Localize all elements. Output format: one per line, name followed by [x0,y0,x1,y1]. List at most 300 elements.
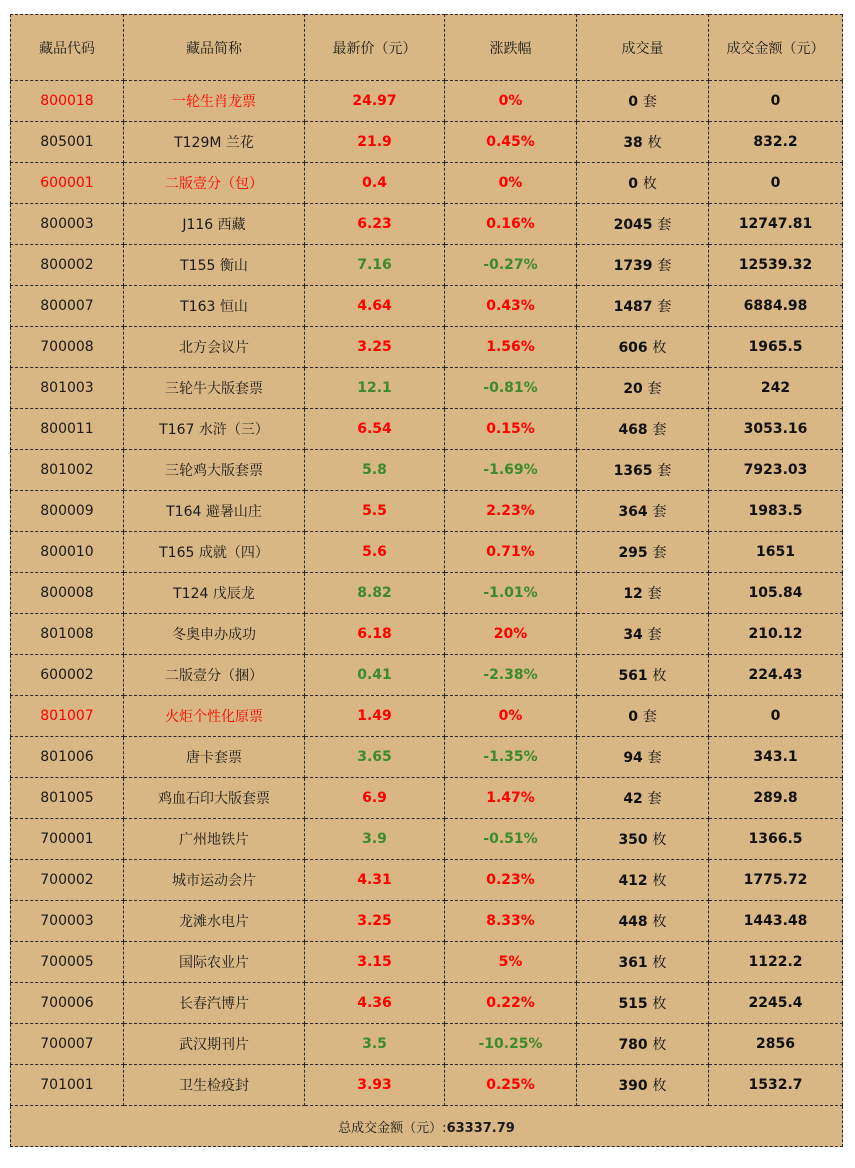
cell-volume-unit: 枚 [652,1078,667,1094]
cell-change [445,614,577,655]
cell-code-value: 600002 [40,667,94,683]
cell-code-value: 800003 [40,216,94,232]
cell-code [11,983,124,1024]
cell-price-value: 6.54 [357,421,392,437]
cell-price [305,819,445,860]
header-change: 涨跌幅 [445,15,577,81]
cell-amount [709,696,843,737]
cell-change [445,245,577,286]
cell-price-value: 8.82 [357,585,392,601]
cell-amount-value: 1366.5 [748,831,803,847]
cell-volume [577,532,709,573]
cell-code-value: 700001 [40,831,94,847]
cell-price-value: 3.25 [357,339,392,355]
cell-change-value: 8.33% [486,913,535,929]
cell-volume [577,1065,709,1106]
cell-code-value: 800008 [40,585,94,601]
table-row [11,901,843,942]
cell-volume-unit: 套 [657,299,672,315]
cell-change-value: 0.71% [486,544,535,560]
cell-amount [709,163,843,204]
cell-amount [709,1065,843,1106]
cell-amount [709,614,843,655]
cell-price-value: 5.8 [362,462,387,478]
cell-name [124,614,305,655]
cell-code [11,245,124,286]
table-row [11,532,843,573]
cell-name-value: 二版壹分（包） [165,176,263,192]
cell-price-value: 3.15 [357,954,392,970]
cell-price [305,655,445,696]
table-row [11,286,843,327]
cell-volume-unit: 套 [652,504,667,520]
cell-change-value: 1.56% [486,339,535,355]
cell-volume-value: 412 [618,873,648,889]
cell-price [305,491,445,532]
cell-volume [577,696,709,737]
cell-change-value: -0.51% [483,831,538,847]
cell-amount [709,327,843,368]
cell-amount [709,245,843,286]
cell-volume [577,614,709,655]
cell-change [445,327,577,368]
cell-name-value: T129M 兰花 [174,135,254,151]
cell-code-value: 700003 [40,913,94,929]
cell-change [445,1024,577,1065]
cell-amount [709,655,843,696]
cell-volume-unit: 套 [657,258,672,274]
cell-amount [709,491,843,532]
cell-amount [709,81,843,122]
cell-change [445,491,577,532]
cell-volume [577,983,709,1024]
cell-name-value: 长春汽博片 [179,996,249,1012]
table-row [11,409,843,450]
cell-code-value: 800018 [40,93,94,109]
table-row [11,1065,843,1106]
cell-volume-value: 448 [618,914,648,930]
cell-volume-unit: 套 [657,217,672,233]
cell-change-value: 5% [498,954,523,970]
cell-price-value: 3.9 [362,831,387,847]
cell-volume-unit: 枚 [652,914,667,930]
header-volume: 成交量 [577,15,709,81]
cell-code [11,368,124,409]
cell-price [305,532,445,573]
cell-change [445,819,577,860]
cell-volume-value: 606 [618,340,648,356]
table-row [11,983,843,1024]
cell-amount [709,450,843,491]
table-row [11,614,843,655]
cell-volume [577,245,709,286]
cell-volume-unit: 套 [647,381,662,397]
cell-amount [709,573,843,614]
cell-amount-value: 3053.16 [743,421,808,437]
cell-amount [709,819,843,860]
table-footer [11,1106,843,1147]
cell-volume-value: 468 [618,422,648,438]
table-row [11,778,843,819]
cell-name-value: 唐卡套票 [186,750,242,766]
cell-name-value: 武汉期刊片 [179,1037,249,1053]
cell-amount [709,737,843,778]
cell-amount [709,532,843,573]
table-row [11,368,843,409]
table-row [11,245,843,286]
header-name: 藏品简称 [124,15,305,81]
cell-change [445,860,577,901]
cell-name [124,286,305,327]
cell-name [124,1065,305,1106]
cell-price-value: 5.6 [362,544,387,560]
cell-code-value: 700007 [40,1036,94,1052]
cell-name-value: J116 西藏 [182,217,246,233]
total-row [11,1106,843,1147]
cell-change [445,368,577,409]
cell-amount [709,942,843,983]
cell-price [305,286,445,327]
cell-change [445,901,577,942]
cell-amount [709,122,843,163]
cell-name [124,409,305,450]
cell-code [11,450,124,491]
cell-volume [577,409,709,450]
cell-price-value: 1.49 [357,708,392,724]
cell-price [305,1065,445,1106]
cell-code-value: 801005 [40,790,94,806]
cell-code [11,409,124,450]
table-row [11,655,843,696]
cell-code-value: 801003 [40,380,94,396]
cell-change-value: 0.15% [486,421,535,437]
cell-price-value: 5.5 [362,503,387,519]
cell-code [11,532,124,573]
cell-amount-value: 0 [770,708,781,724]
table-row [11,327,843,368]
cell-code-value: 805001 [40,134,94,150]
cell-name-value: 卫生检疫封 [179,1078,249,1094]
cell-price [305,778,445,819]
cell-change-value: -1.35% [483,749,538,765]
cell-name-value: 国际农业片 [179,955,249,971]
cell-volume [577,204,709,245]
cell-name [124,1024,305,1065]
cell-amount-value: 242 [760,380,791,396]
cell-volume-unit: 套 [652,422,667,438]
table-row [11,696,843,737]
cell-price [305,860,445,901]
cell-price-value: 4.31 [357,872,392,888]
cell-volume-unit: 枚 [652,996,667,1012]
cell-change-value: 0.43% [486,298,535,314]
cell-code-value: 800009 [40,503,94,519]
cell-price [305,245,445,286]
table-row [11,81,843,122]
cell-change-value: -1.69% [483,462,538,478]
cell-code [11,696,124,737]
cell-price [305,450,445,491]
cell-change [445,696,577,737]
cell-amount [709,409,843,450]
cell-name-value: 火炬个性化原票 [165,709,263,725]
market-table [10,14,843,1147]
table-row [11,737,843,778]
cell-price [305,737,445,778]
cell-price [305,409,445,450]
cell-code [11,1024,124,1065]
cell-volume [577,737,709,778]
cell-change-value: -0.81% [483,380,538,396]
cell-change-value: -2.38% [483,667,538,683]
cell-volume-unit: 套 [647,750,662,766]
cell-amount [709,286,843,327]
cell-name [124,778,305,819]
table-row [11,204,843,245]
cell-code-value: 801002 [40,462,94,478]
cell-name [124,737,305,778]
cell-volume [577,655,709,696]
cell-volume-value: 2045 [613,217,653,233]
cell-name-value: 二版壹分（捆） [165,668,263,684]
cell-change-value: 0.45% [486,134,535,150]
cell-amount-value: 289.8 [753,790,798,806]
cell-code-value: 800011 [40,421,94,437]
cell-change-value: 0.22% [486,995,535,1011]
cell-name [124,491,305,532]
cell-price [305,204,445,245]
cell-name-value: T124 戊辰龙 [173,586,255,602]
cell-volume [577,163,709,204]
cell-volume-value: 780 [618,1037,648,1053]
cell-amount-value: 12747.81 [738,216,813,232]
cell-amount-value: 1651 [756,544,795,560]
cell-price [305,327,445,368]
total-cell [11,1106,843,1147]
cell-volume-value: 20 [623,381,643,397]
cell-code [11,286,124,327]
header-row [11,15,843,81]
cell-name-value: 龙滩水电片 [179,914,249,930]
cell-price [305,122,445,163]
cell-code [11,163,124,204]
cell-volume-value: 1365 [613,463,653,479]
table-row [11,491,843,532]
cell-change [445,450,577,491]
cell-amount-value: 12539.32 [738,257,813,273]
cell-price [305,983,445,1024]
cell-name [124,327,305,368]
cell-price-value: 3.93 [357,1077,392,1093]
cell-change [445,163,577,204]
cell-code-value: 801006 [40,749,94,765]
header-price: 最新价（元） [305,15,445,81]
cell-name [124,122,305,163]
cell-name [124,983,305,1024]
cell-amount [709,983,843,1024]
cell-change-value: -1.01% [483,585,538,601]
cell-name [124,696,305,737]
cell-change [445,122,577,163]
cell-volume [577,81,709,122]
cell-name [124,655,305,696]
cell-change [445,983,577,1024]
table-row [11,573,843,614]
cell-code [11,204,124,245]
cell-code-value: 700002 [40,872,94,888]
cell-change [445,942,577,983]
cell-change-value: 20% [493,626,528,642]
cell-name-value: T167 水浒（三） [159,422,269,438]
cell-change [445,204,577,245]
cell-code [11,942,124,983]
cell-change-value: 0% [498,708,523,724]
cell-code-value: 800010 [40,544,94,560]
cell-volume-value: 0 [628,94,638,110]
cell-code-value: 801008 [40,626,94,642]
cell-volume [577,1024,709,1065]
total-value: 63337.79 [446,1120,515,1136]
table-row [11,942,843,983]
cell-price-value: 7.16 [357,257,392,273]
cell-amount [709,204,843,245]
cell-price [305,81,445,122]
cell-amount-value: 1775.72 [743,872,808,888]
cell-change-value: -10.25% [478,1036,543,1052]
table-row [11,819,843,860]
cell-amount-value: 0 [770,175,781,191]
cell-code-value: 701001 [40,1077,94,1093]
cell-name-value: 一轮生肖龙票 [172,94,256,110]
cell-price [305,1024,445,1065]
cell-volume-value: 1739 [613,258,653,274]
cell-change-value: -0.27% [483,257,538,273]
cell-price [305,163,445,204]
cell-volume-unit: 枚 [652,668,667,684]
cell-volume-value: 38 [623,135,643,151]
cell-name [124,81,305,122]
cell-price-value: 21.9 [357,134,392,150]
cell-volume-value: 364 [618,504,648,520]
cell-name-value: T165 成就（四） [159,545,269,561]
cell-amount-value: 224.43 [748,667,803,683]
cell-price-value: 4.36 [357,995,392,1011]
cell-volume-unit: 套 [647,627,662,643]
cell-amount [709,1024,843,1065]
cell-amount-value: 1983.5 [748,503,803,519]
cell-amount-value: 2856 [756,1036,795,1052]
cell-volume-unit: 枚 [652,340,667,356]
cell-volume [577,368,709,409]
cell-name-value: 鸡血石印大版套票 [158,791,270,807]
cell-volume [577,819,709,860]
cell-change-value: 2.23% [486,503,535,519]
cell-name-value: 冬奥申办成功 [172,627,256,643]
cell-code [11,491,124,532]
cell-amount-value: 6884.98 [743,298,808,314]
cell-price-value: 6.9 [362,790,387,806]
cell-name [124,819,305,860]
cell-name [124,368,305,409]
cell-change [445,655,577,696]
cell-code [11,737,124,778]
cell-volume [577,491,709,532]
cell-volume-value: 561 [618,668,648,684]
cell-volume-value: 295 [618,545,648,561]
cell-change-value: 0% [498,175,523,191]
table-row [11,1024,843,1065]
table-header [11,15,843,81]
cell-name [124,532,305,573]
cell-amount [709,778,843,819]
cell-volume [577,327,709,368]
cell-price-value: 3.25 [357,913,392,929]
cell-code-value: 800007 [40,298,94,314]
cell-volume-unit: 套 [652,545,667,561]
cell-volume-unit: 枚 [652,832,667,848]
cell-name [124,860,305,901]
cell-volume [577,860,709,901]
cell-price [305,696,445,737]
cell-code [11,819,124,860]
cell-name-value: T155 衡山 [180,258,248,274]
cell-name [124,245,305,286]
cell-amount-value: 1965.5 [748,339,803,355]
cell-name-value: 城市运动会片 [172,873,256,889]
cell-volume [577,778,709,819]
cell-change-value: 1.47% [486,790,535,806]
cell-name-value: 北方会议片 [179,340,249,356]
cell-volume-value: 361 [618,955,648,971]
cell-change [445,573,577,614]
cell-volume-value: 350 [618,832,648,848]
cell-code [11,778,124,819]
cell-price-value: 24.97 [352,93,397,109]
cell-name-value: 三轮鸡大版套票 [165,463,263,479]
cell-code [11,860,124,901]
cell-code-value: 700005 [40,954,94,970]
table-row [11,450,843,491]
cell-volume-value: 0 [628,709,638,725]
cell-amount [709,368,843,409]
cell-volume-value: 94 [623,750,643,766]
table-body [11,81,843,1106]
cell-volume-unit: 枚 [647,135,662,151]
cell-name [124,163,305,204]
cell-code-value: 801007 [40,708,94,724]
cell-code-value: 700006 [40,995,94,1011]
cell-code [11,655,124,696]
cell-volume-value: 12 [623,586,643,602]
cell-name [124,573,305,614]
cell-code [11,1065,124,1106]
cell-name-value: 三轮牛大版套票 [165,381,263,397]
cell-price-value: 12.1 [357,380,392,396]
table-row [11,122,843,163]
cell-code [11,81,124,122]
header-amount: 成交金额（元） [709,15,843,81]
cell-price [305,573,445,614]
cell-volume-value: 42 [623,791,643,807]
cell-volume [577,573,709,614]
cell-amount-value: 832.2 [753,134,798,150]
cell-code [11,573,124,614]
cell-amount-value: 0 [770,93,781,109]
cell-volume-value: 515 [618,996,648,1012]
cell-change-value: 0.16% [486,216,535,232]
cell-amount-value: 1443.48 [743,913,808,929]
cell-change [445,409,577,450]
